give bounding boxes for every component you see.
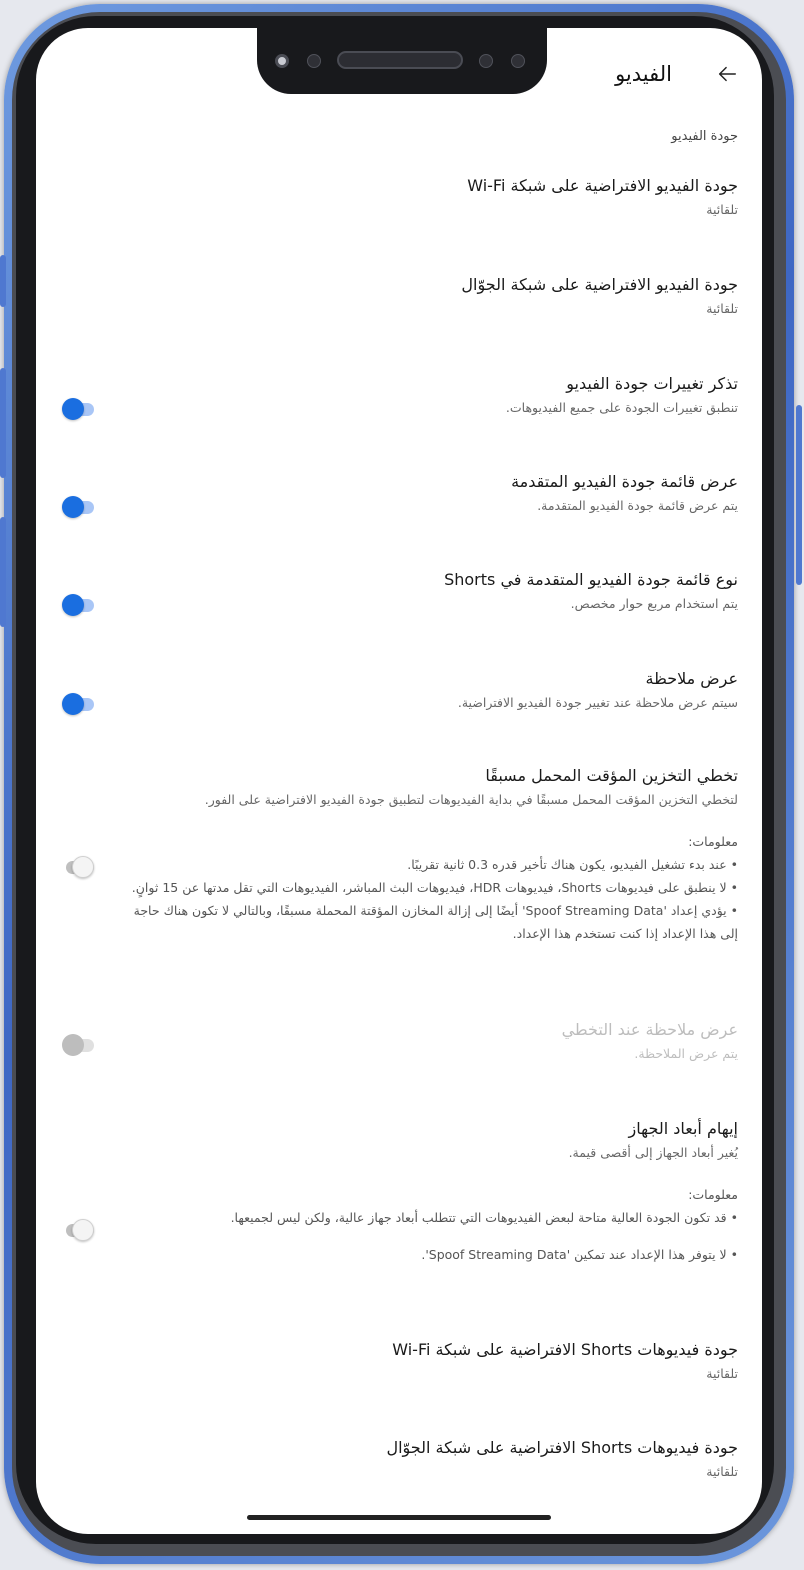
power-button <box>796 405 802 585</box>
page-title: الفيديو <box>615 62 672 86</box>
setting-shorts-quality-menu-type[interactable] <box>36 570 762 640</box>
setting-description: يتم عرض الملاحظة. <box>634 1046 738 1061</box>
advanced-quality-menu-toggle[interactable] <box>61 496 97 518</box>
setting-value: تلقائية <box>706 301 738 316</box>
setting-shorts-mobile-quality[interactable] <box>36 1438 762 1508</box>
setting-description: لتخطي التخزين المؤقت المحمل مسبقًا في بداية الفيديوهات لتطبيق جودة الفيديو الافتراضية على الفور. <box>204 792 738 807</box>
shorts-quality-menu-toggle[interactable] <box>61 594 97 616</box>
screen <box>36 28 762 1534</box>
setting-description: تنطبق تغييرات الجودة على جميع الفيديوهات. <box>505 400 738 415</box>
info-label: معلومات: <box>688 1187 738 1202</box>
setting-title: عرض ملاحظة عند التخطي <box>561 1020 738 1039</box>
info-line: • يؤدي إعداد 'Spoof Streaming Data' أيضًا إلى إزالة المخازن المؤقتة المحملة مسبقًا، وبالتالي لا تكون هناك حاجة <box>133 903 738 918</box>
setting-wifi-quality[interactable] <box>36 176 762 246</box>
top-app-bar <box>615 56 738 92</box>
setting-title: جودة الفيديو الافتراضية على شبكة Wi-Fi <box>467 176 738 195</box>
setting-title: تذكر تغييرات جودة الفيديو <box>566 374 738 393</box>
setting-value: تلقائية <box>706 1366 738 1381</box>
setting-title: عرض ملاحظة <box>645 669 738 688</box>
sensor-icon <box>307 54 321 68</box>
sensor-icon-3 <box>511 54 525 68</box>
setting-description: يتم عرض قائمة جودة الفيديو المتقدمة. <box>537 498 738 513</box>
setting-title: جودة فيديوهات Shorts الافتراضية على شبكة Wi-Fi <box>392 1340 738 1359</box>
info-line: • لا ينطبق على فيديوهات Shorts، فيديوهات HDR، فيديوهات البث المباشر، الفيديوهات التي تقل مدتها عن 15 ثوانٍ. <box>131 880 738 895</box>
show-skip-toast-toggle <box>61 1034 97 1056</box>
show-toast-toggle[interactable] <box>61 693 97 715</box>
volume-button <box>0 255 6 307</box>
setting-shorts-wifi-quality[interactable] <box>36 1340 762 1410</box>
setting-title: تخطي التخزين المؤقت المحمل مسبقًا <box>485 766 738 785</box>
setting-value: تلقائية <box>706 1464 738 1479</box>
setting-value: تلقائية <box>706 202 738 217</box>
info-line: • قد تكون الجودة العالية متاحة لبعض الفيديوهات التي تتطلب أبعاد جهاز عالية، ولكن ليس لجميعها. <box>230 1210 738 1225</box>
setting-title: جودة فيديوهات Shorts الافتراضية على شبكة الجوّال <box>386 1438 738 1457</box>
info-label: معلومات: <box>688 834 738 849</box>
setting-title: نوع قائمة جودة الفيديو المتقدمة في Shorts <box>444 570 738 589</box>
info-spacer <box>231 1229 738 1243</box>
setting-title: عرض قائمة جودة الفيديو المتقدمة <box>511 472 738 491</box>
setting-title: جودة الفيديو الافتراضية على شبكة الجوّال <box>461 275 738 294</box>
remember-quality-toggle[interactable] <box>61 398 97 420</box>
spoof-dimensions-toggle[interactable] <box>61 1219 97 1241</box>
setting-show-skip-toast <box>36 1020 762 1090</box>
camera-icon <box>275 54 289 68</box>
section-header: جودة الفيديو <box>671 129 738 144</box>
info-line: • لا يتوفر هذا الإعداد عند تمكين 'Spoof Streaming Data'. <box>421 1247 738 1262</box>
setting-spoof-device-dimensions[interactable] <box>36 1119 762 1309</box>
sensor-icon-2 <box>479 54 493 68</box>
setting-description: يُغير أبعاد الجهاز إلى أقصى قيمة. <box>568 1145 738 1160</box>
setting-remember-quality[interactable] <box>36 374 762 444</box>
info-line: • عند بدء تشغيل الفيديو، يكون هناك تأخير قدره 0.3 ثانية تقريبًا. <box>407 857 738 872</box>
setting-show-toast[interactable] <box>36 669 762 739</box>
volume-button-2 <box>0 368 6 478</box>
setting-description: سيتم عرض ملاحظة عند تغيير جودة الفيديو الافتراضية. <box>457 695 738 710</box>
setting-advanced-quality-menu[interactable] <box>36 472 762 542</box>
setting-mobile-quality[interactable] <box>36 275 762 345</box>
speaker-grille <box>337 51 463 69</box>
skip-buffer-toggle[interactable] <box>61 856 97 878</box>
setting-description: يتم استخدام مربع حوار مخصص. <box>570 596 738 611</box>
setting-skip-preloaded-buffer[interactable] <box>36 766 762 976</box>
volume-button-3 <box>0 517 6 627</box>
camera-notch <box>257 28 547 94</box>
setting-title: إيهام أبعاد الجهاز <box>628 1119 738 1138</box>
back-arrow-icon[interactable] <box>716 63 738 85</box>
info-line: إلى هذا الإعداد إذا كنت تستخدم هذا الإعداد. <box>512 926 738 941</box>
home-indicator[interactable] <box>247 1515 551 1520</box>
